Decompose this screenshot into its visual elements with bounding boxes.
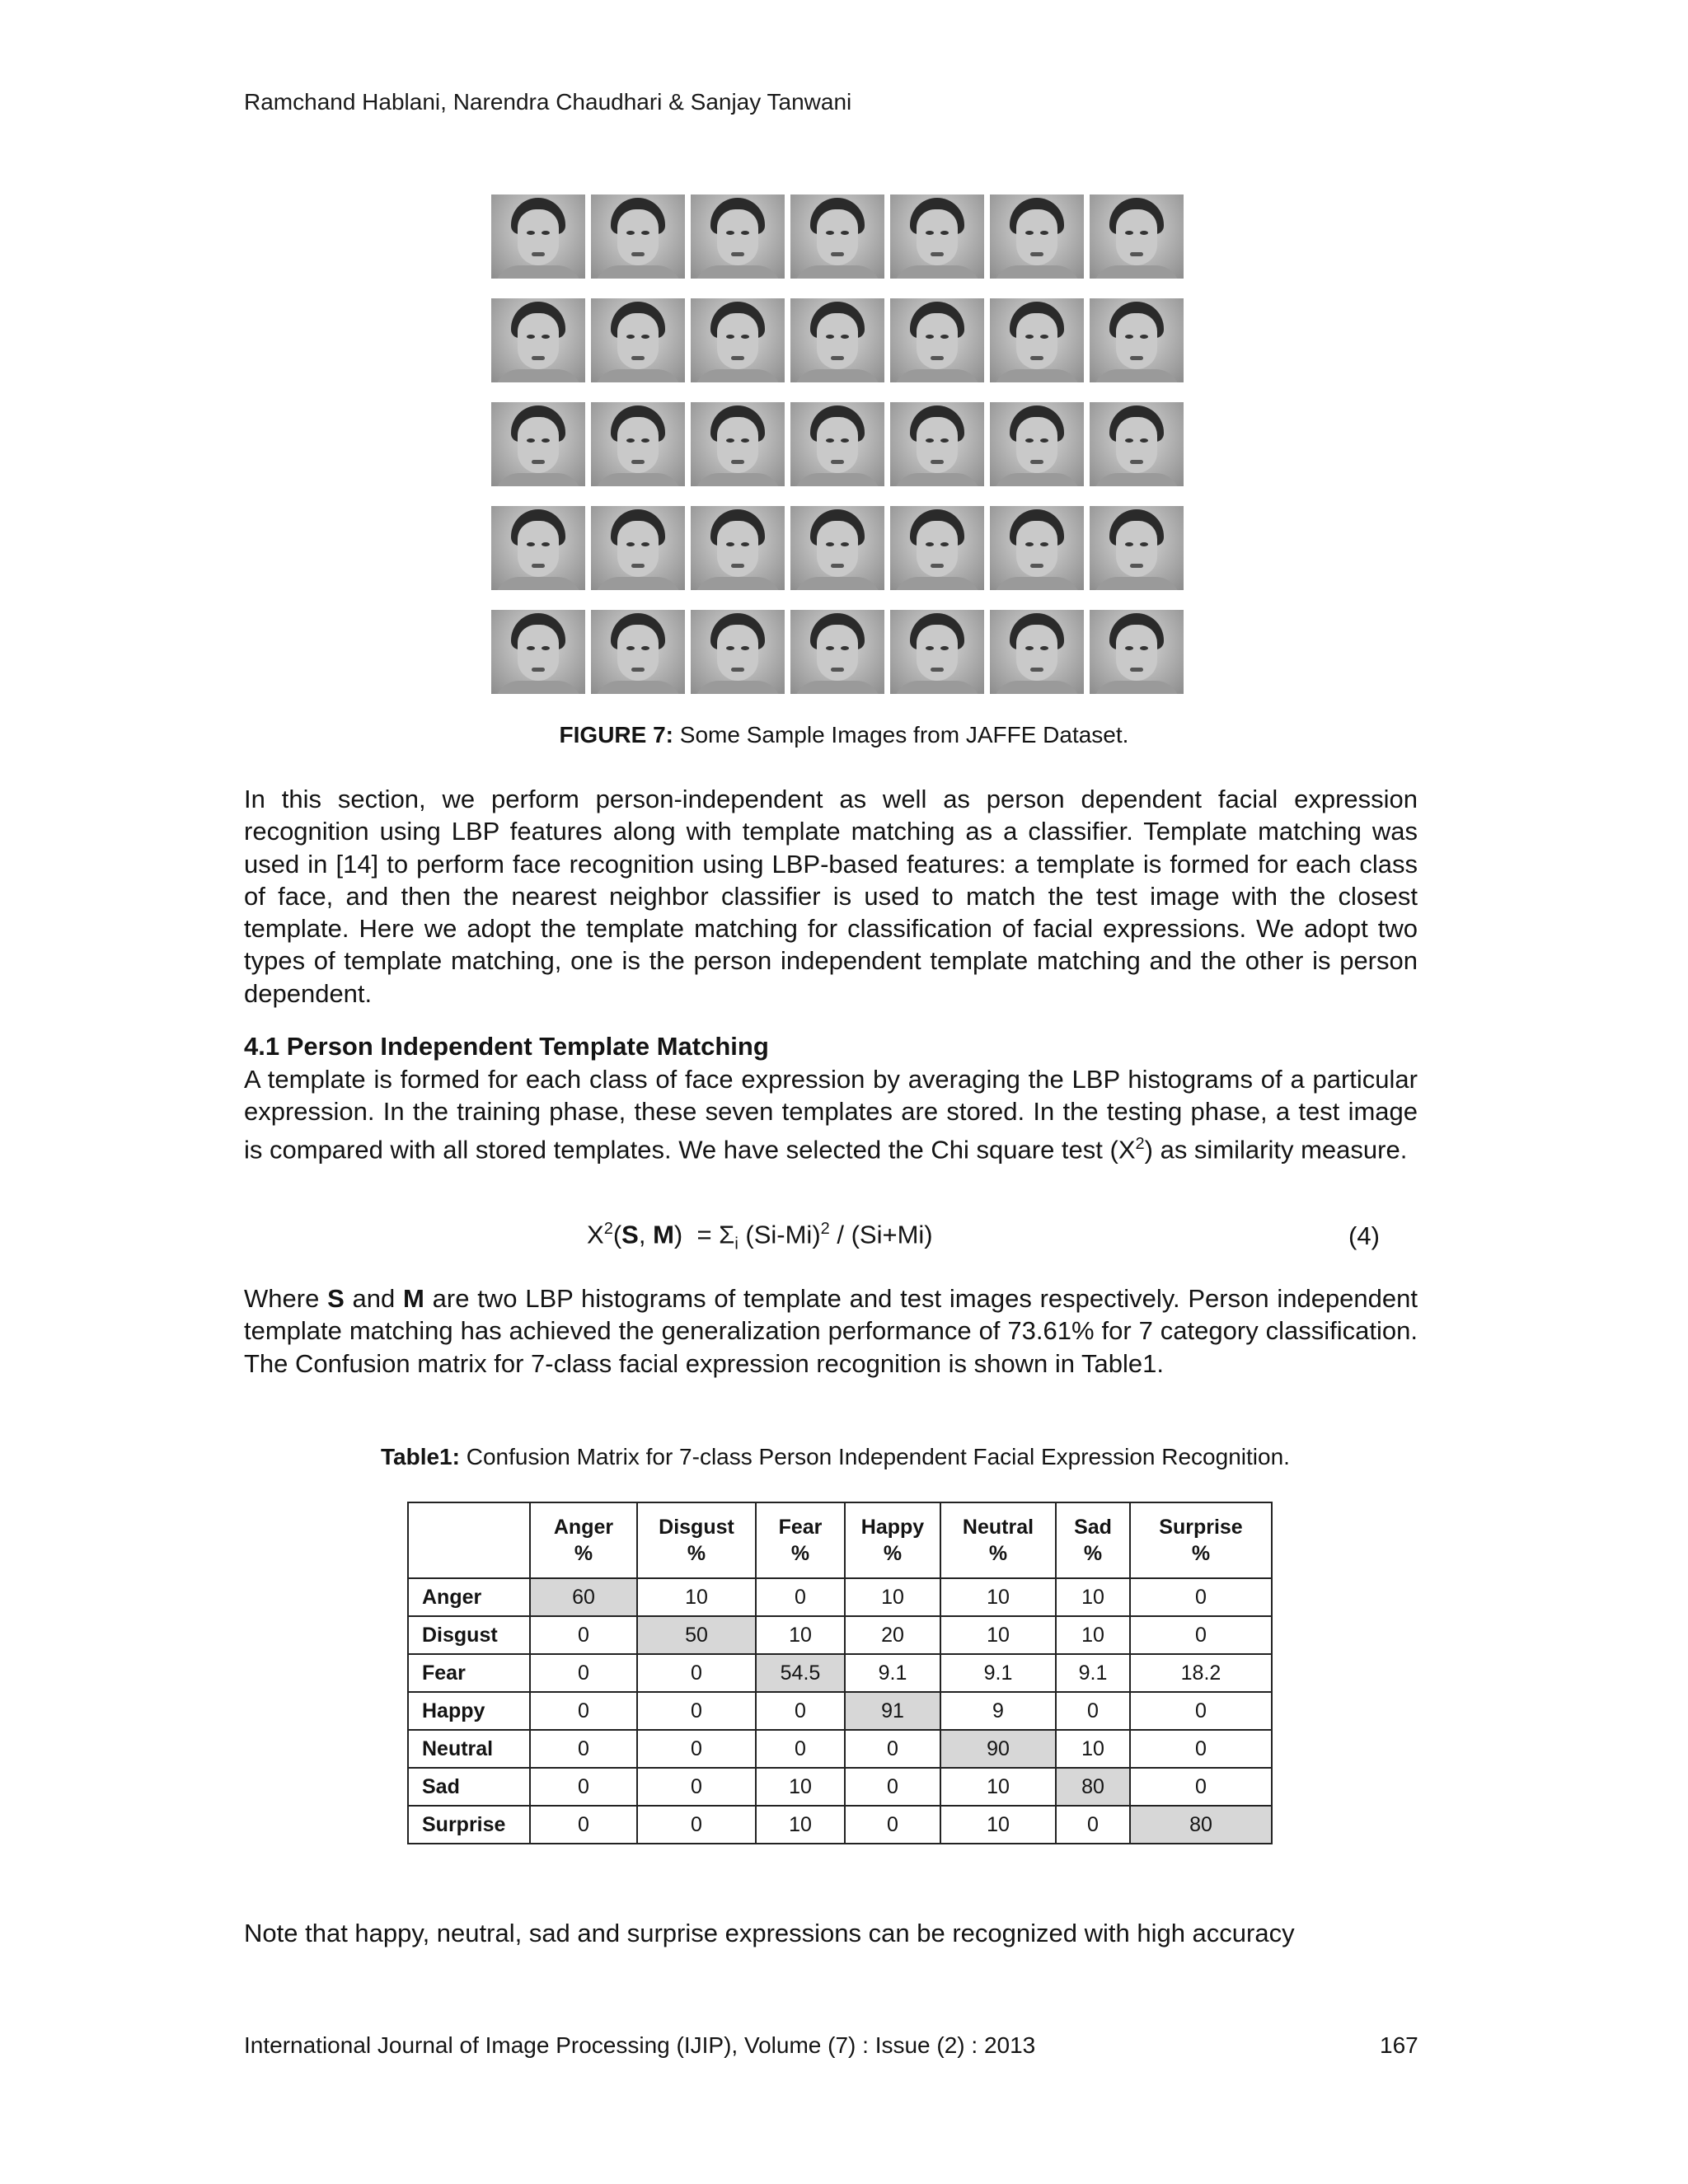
para3-c: are two LBP histograms of template and test images respectively. Person independent template matching has achieved the generalization performance of 73.61% for 7 category classification. The Confusion matrix for 7-class facial expression recognition is shown in Table1. [244,1284,1418,1378]
table-cell: 0 [637,1806,756,1844]
chi-superscript: 2 [1135,1134,1145,1153]
journal-footer: International Journal of Image Processing (IJIP), Volume (7) : Issue (2) : 2013 [244,2032,1036,2058]
diagonal-cell: 90 [940,1730,1056,1768]
table-cell: 0 [637,1730,756,1768]
table-cell: 9.1 [1056,1654,1130,1692]
paragraph-template-text: A template is formed for each class of face expression by averaging the LBP histograms of a particular expression. In the training phase, these seven templates are stored. In the testing phase, a test image is compared with all stored templates. We have selected the Chi square test (X [244,1065,1418,1164]
column-header-unit: % [687,1542,706,1565]
para3-a: Where [244,1284,328,1313]
diagonal-cell: 54.5 [756,1654,845,1692]
column-header-unit: % [790,1542,810,1565]
column-header-unit: % [1191,1542,1211,1565]
table-row [408,1730,1272,1768]
paragraph-results [244,1282,1418,1380]
sample-face-image [691,194,785,279]
paragraph-note: Note that happy, neutral, sad and surprise expressions can be recognized with high accuracy [244,1919,1295,1947]
sample-face-image [591,298,685,382]
eq-x: X [587,1220,604,1249]
table-cell: 0 [637,1692,756,1730]
eq-sup1: 2 [603,1220,613,1238]
table-cell: 10 [756,1768,845,1806]
row-header: Neutral [408,1730,530,1768]
table-cell: 0 [845,1730,940,1768]
table-cell: 10 [845,1578,940,1616]
column-header [530,1502,637,1578]
eq-sub: i [734,1235,738,1254]
row-header: Sad [408,1768,530,1806]
sample-face-image [1090,610,1184,694]
paragraph-template [244,1063,1418,1165]
sample-images-figure [491,194,1187,701]
sample-face-image [591,610,685,694]
sample-face-image [491,506,585,590]
table-cell: 10 [940,1616,1056,1654]
column-header [1130,1502,1272,1578]
diagonal-cell: 91 [845,1692,940,1730]
column-header [845,1502,940,1578]
sample-face-image [990,194,1084,279]
table-cell: 10 [1056,1730,1130,1768]
figure-caption-label: FIGURE 7: [559,722,674,748]
table-cell: 10 [1056,1578,1130,1616]
sample-face-image [1090,298,1184,382]
table-cell: 0 [845,1806,940,1844]
equation-number: (4) [1348,1221,1380,1250]
table-cell: 0 [756,1730,845,1768]
table-cell: 0 [637,1768,756,1806]
sample-face-image [1090,194,1184,279]
sample-face-image [691,402,785,486]
figure-caption-text: Some Sample Images from JAFFE Dataset. [673,722,1129,748]
column-header [637,1502,756,1578]
table-cell: 0 [1130,1578,1272,1616]
eq-sup2: 2 [820,1220,830,1238]
column-header [940,1502,1056,1578]
figure-caption [0,722,1688,748]
eq-m: M [653,1220,674,1249]
table-cell: 10 [940,1768,1056,1806]
para3-b: and [344,1284,404,1313]
table-cell: 0 [1056,1806,1130,1844]
column-header-label: Happy [860,1516,925,1539]
diagonal-cell: 80 [1056,1768,1130,1806]
row-header: Disgust [408,1616,530,1654]
column-header-unit: % [988,1542,1008,1565]
table-cell: 0 [1130,1616,1272,1654]
table-row [408,1578,1272,1616]
row-header: Surprise [408,1806,530,1844]
table-cell: 0 [530,1654,637,1692]
table-cell: 0 [756,1692,845,1730]
para3-s: S [327,1284,345,1313]
table-cell: 0 [637,1654,756,1692]
sample-face-image [990,298,1084,382]
sample-face-image [890,194,984,279]
table-cell: 0 [1130,1768,1272,1806]
eq-mid: (Si-Mi) [738,1220,821,1249]
para3-m: M [403,1284,424,1313]
chi-square-equation [587,1220,933,1254]
sample-face-image [990,610,1084,694]
column-header-unit: % [574,1542,593,1565]
table-cell: 0 [530,1730,637,1768]
column-header [1056,1502,1130,1578]
sample-face-image [890,610,984,694]
column-header-label: Fear [778,1516,823,1539]
table-row [408,1654,1272,1692]
table-cell: 0 [530,1806,637,1844]
column-header-label: Disgust [659,1516,734,1539]
eq-close: ) = Σ [673,1220,735,1249]
paragraph-intro: In this section, we perform person-independent as well as person dependent facial expression recognition using LBP features along with template matching as a classifier. Template matching was used in [14] to perform face recognition using LBP-based features: a template is formed for each class of face, and then the nearest neighbor classifier is used to match the test image with the closest template. Here we adopt the template matching for classification of facial expressions. We adopt two types of template matching, one is the person independent template matching and the other is person dependent. [244,785,1418,1008]
eq-end: / (Si+Mi) [829,1220,933,1249]
column-header-unit: % [1083,1542,1103,1565]
table-caption [381,1444,1290,1470]
sample-face-image [491,194,585,279]
table-row [408,1768,1272,1806]
paragraph-template-tail: ) as similarity measure. [1144,1134,1408,1164]
sample-face-image [890,298,984,382]
table-cell: 10 [940,1578,1056,1616]
table-cell: 0 [1130,1730,1272,1768]
table-cell: 10 [1056,1616,1130,1654]
table-row [408,1692,1272,1730]
column-header-label: Neutral [962,1516,1034,1539]
table-cell: 9.1 [940,1654,1056,1692]
sample-face-image [890,402,984,486]
sample-face-image [790,402,884,486]
table-cell: 10 [940,1806,1056,1844]
sample-face-image [491,610,585,694]
table-cell: 10 [756,1616,845,1654]
column-header-label: Sad [1074,1516,1112,1539]
sample-face-image [790,610,884,694]
sample-face-image [491,402,585,486]
row-header: Anger [408,1578,530,1616]
column-header-label: Anger [553,1516,614,1539]
table-cell: 10 [637,1578,756,1616]
table-cell: 20 [845,1616,940,1654]
column-header [756,1502,845,1578]
table-caption-label: Table1: [381,1444,460,1469]
table-cell: 9.1 [845,1654,940,1692]
row-header: Fear [408,1654,530,1692]
table-cell: 0 [845,1768,940,1806]
diagonal-cell: 50 [637,1616,756,1654]
sample-face-image [790,506,884,590]
table-cell: 0 [1130,1692,1272,1730]
table-cell: 9 [940,1692,1056,1730]
sample-face-image [990,506,1084,590]
eq-comma: , [638,1220,654,1249]
table-cell: 0 [530,1768,637,1806]
sample-face-image [790,298,884,382]
sample-face-image [790,194,884,279]
sample-face-image [1090,402,1184,486]
table-caption-text: Confusion Matrix for 7-class Person Independent Facial Expression Recognition. [459,1444,1290,1469]
eq-open: ( [612,1220,622,1249]
sample-face-image [691,506,785,590]
sample-face-image [1090,506,1184,590]
table-cell: 18.2 [1130,1654,1272,1692]
page-number: 167 [1380,2032,1418,2058]
row-header: Happy [408,1692,530,1730]
column-header-unit: % [883,1542,903,1565]
table-cell: 0 [1056,1692,1130,1730]
column-header-label: Surprise [1159,1516,1243,1539]
confusion-matrix-table [407,1502,1273,1844]
eq-s: S [621,1220,639,1249]
running-header: Ramchand Hablani, Narendra Chaudhari & Sanjay Tanwani [244,89,852,115]
section-heading: 4.1 Person Independent Template Matching [244,1032,769,1061]
sample-face-image [691,298,785,382]
table-cell: 0 [530,1616,637,1654]
sample-face-image [491,298,585,382]
sample-face-image [591,194,685,279]
sample-face-image [691,610,785,694]
sample-face-image [890,506,984,590]
table-row [408,1616,1272,1654]
sample-face-image [990,402,1084,486]
table-cell: 0 [756,1578,845,1616]
sample-face-image [591,402,685,486]
table-cell: 0 [530,1692,637,1730]
diagonal-cell: 80 [1130,1806,1272,1844]
table-row [408,1806,1272,1844]
table-cell: 10 [756,1806,845,1844]
table-corner-cell [408,1502,530,1578]
sample-face-image [591,506,685,590]
diagonal-cell: 60 [530,1578,637,1616]
